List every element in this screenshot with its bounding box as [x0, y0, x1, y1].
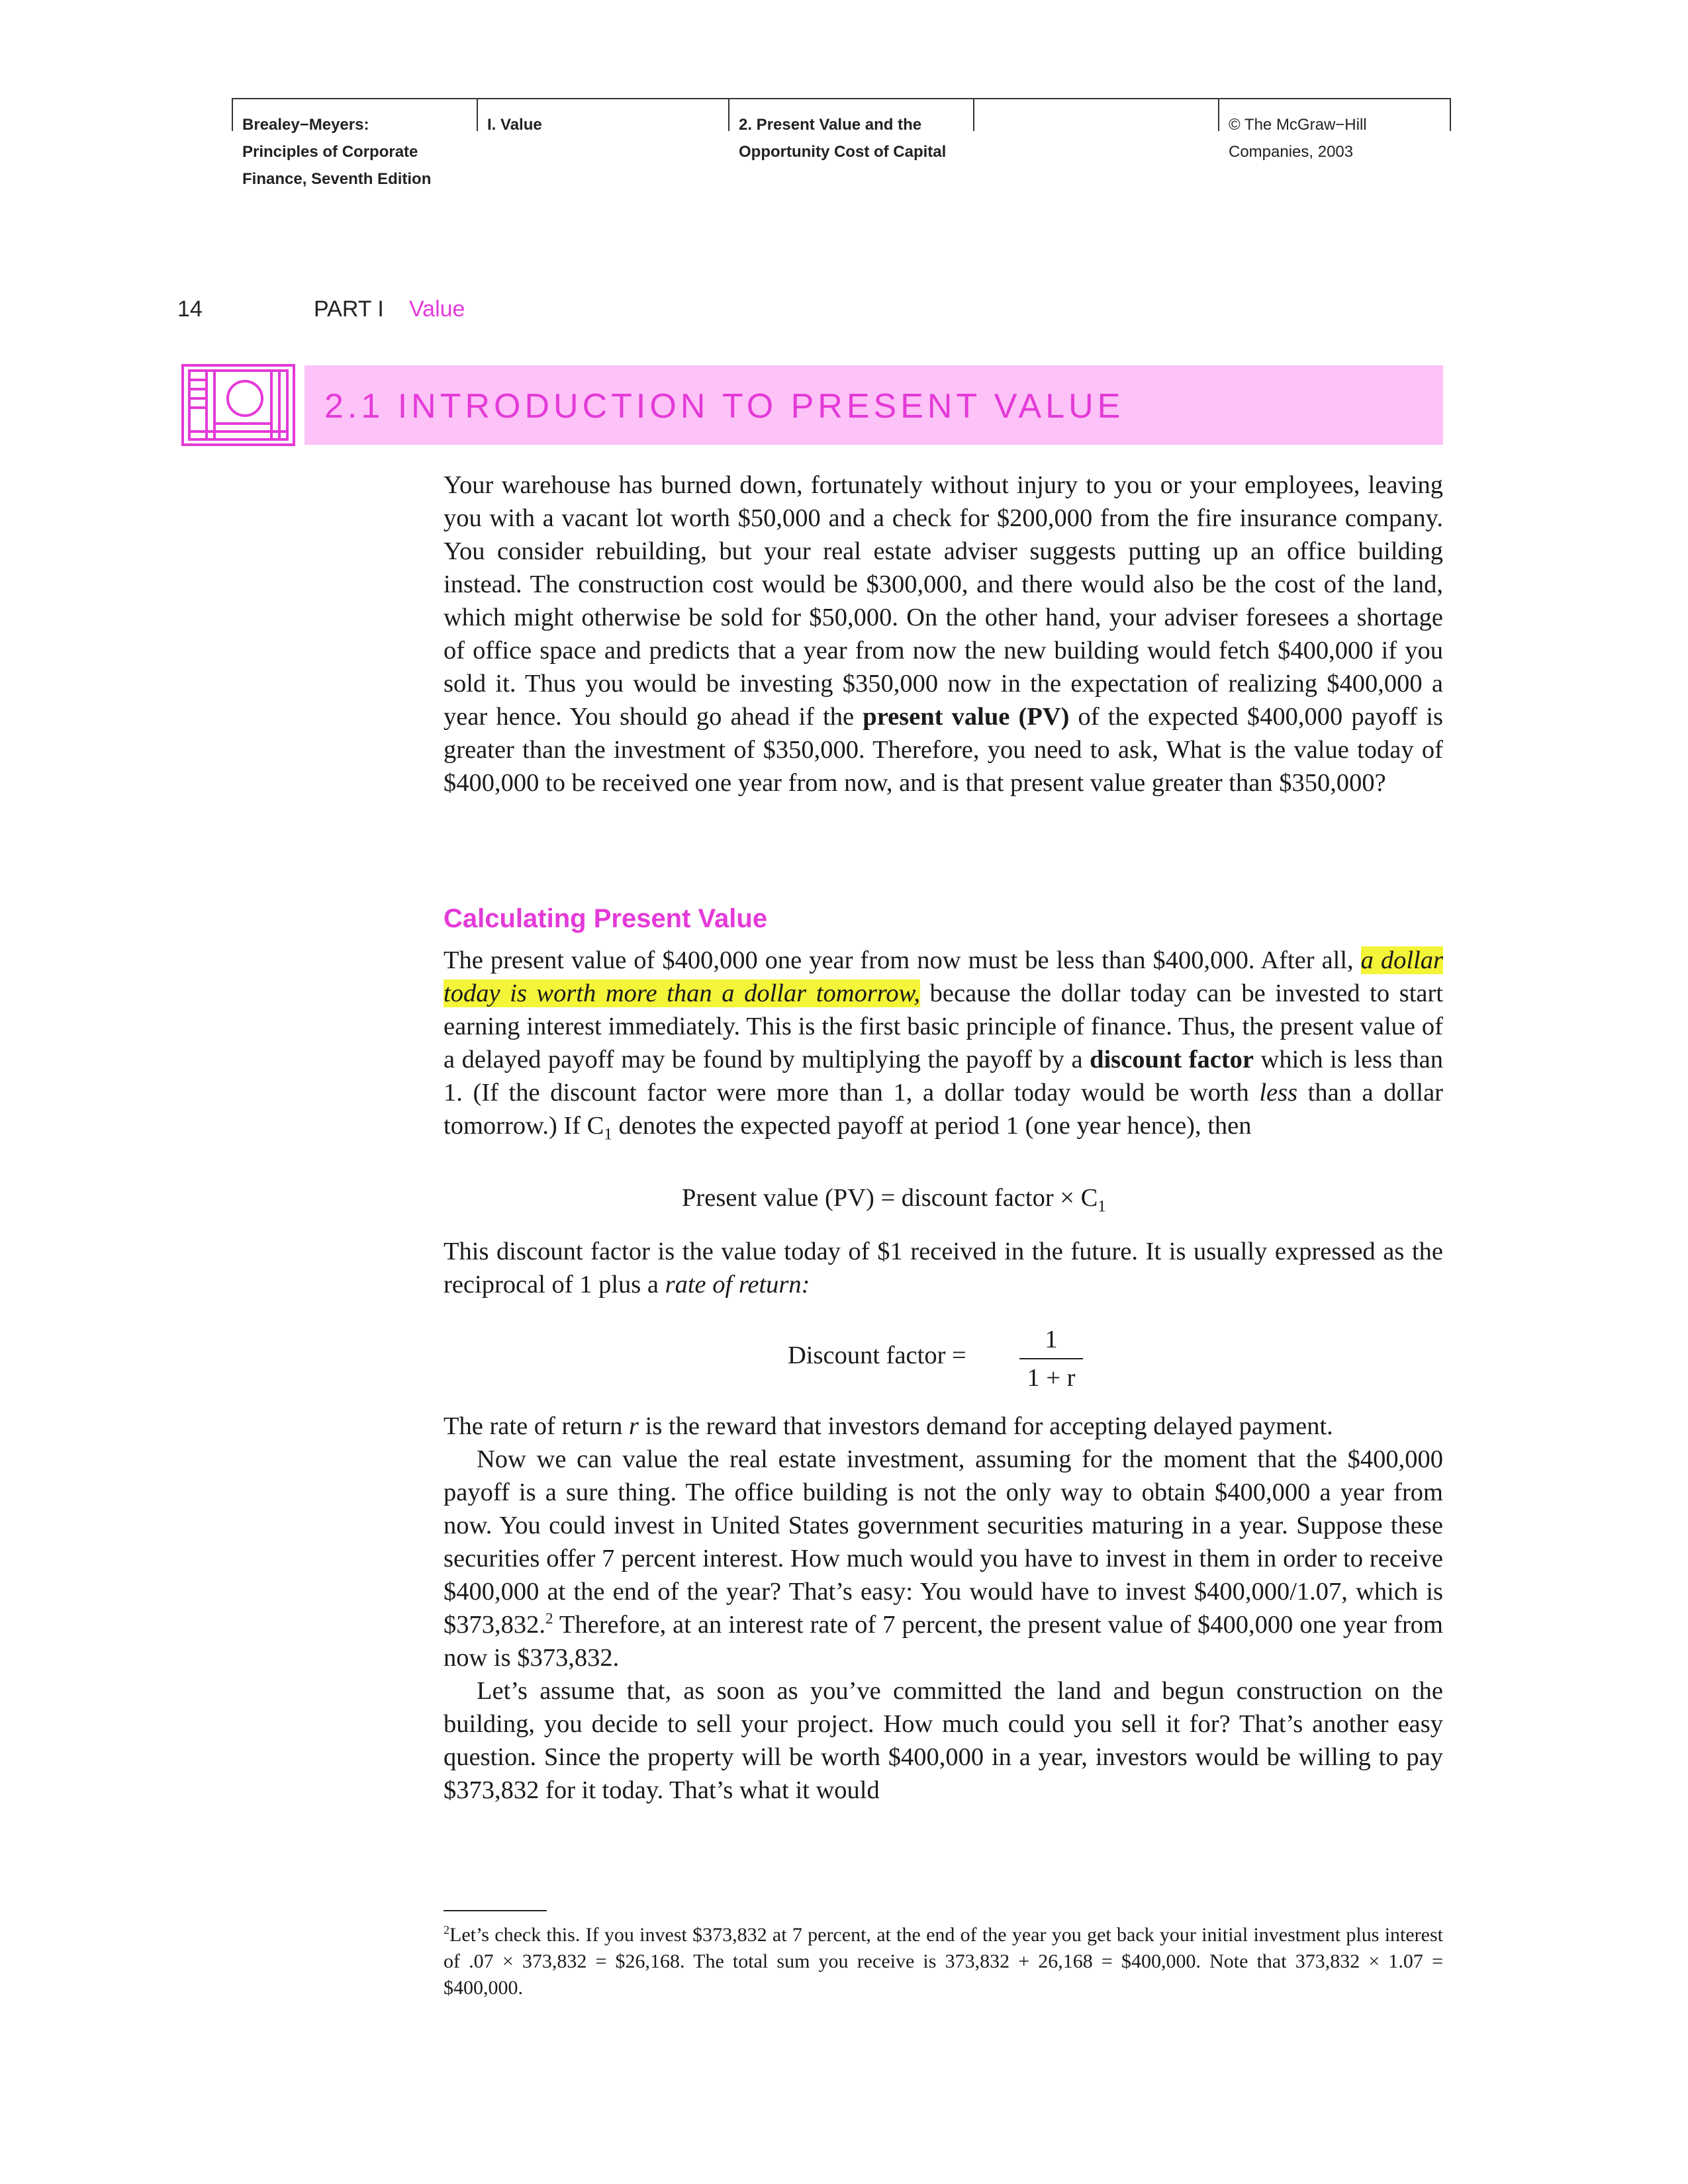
header-part-cell	[477, 98, 728, 134]
header-empty-cell	[973, 98, 1218, 131]
header-part: I. Value	[487, 116, 542, 134]
footnote-rule	[444, 1910, 547, 1911]
intro-text-1: Your warehouse has burned down, fortunately without injury to you or your employees, leaving you with a vacant lot worth $50,000 and a check for $200,000 from the fire insurance company. You consider rebuilding, but your real estate adviser suggests putting up an office building instead. The construction cost would be $300,000, and there would also be the cost of the land, which might otherwise be sold for $50,000. On the other hand, your adviser foresees a shortage of office space and predicts that a year from now the new building would fetch $400,000 if you sold it. Thus you would be investing $350,000 now in the expectation of realizing $400,000 a year hence. You should go ahead if the	[444, 471, 1443, 731]
fraction-numerator: 1	[1045, 1326, 1058, 1353]
footnote	[444, 1922, 1443, 2001]
factor-text-1: This discount factor is the value today of $1 received in the future. It is usually expressed as the reciprocal of 1 plus a	[444, 1238, 1443, 1298]
calc-text-5: denotes the expected payoff at period 1 (one year hence), then	[612, 1112, 1252, 1140]
calc-bold-term: discount factor	[1090, 1046, 1254, 1073]
header-book-line1: Brealey−Meyers:	[242, 116, 369, 134]
header-copyright-line2: Companies, 2003	[1229, 143, 1354, 161]
factor-italic: rate of return:	[665, 1271, 810, 1298]
equation-discount-label: Discount factor =	[788, 1342, 966, 1369]
header-book-cell	[232, 98, 477, 188]
equation-pv-text: Present value (PV) = discount factor × C	[682, 1184, 1098, 1212]
rate-italic: r	[629, 1412, 639, 1440]
fraction-denominator: 1 + r	[1027, 1364, 1076, 1392]
subsection-title: Calculating Present Value	[444, 904, 768, 933]
part-label: PART I	[314, 296, 384, 322]
header-chapter-line1: 2. Present Value and the	[739, 116, 922, 134]
fraction-bar	[1019, 1358, 1083, 1359]
header-chapter-line2: Opportunity Cost of Capital	[739, 143, 947, 161]
highlighted-principle: a dollar today is worth more than a dollar tomorrow,	[444, 946, 1443, 1007]
intro-bold-term: present value (PV)	[863, 703, 1070, 731]
intro-text-2: of the expected $400,000 payoff is greater than the investment of $350,000. Therefore, you need to ask, What is the value today of $400,000 to be received one year from now, and is that present value greater than $350,000?	[444, 703, 1444, 797]
calc-italic-word: less	[1259, 1079, 1298, 1107]
intro-paragraph	[444, 469, 1443, 799]
rate-paragraph	[444, 1410, 1443, 1807]
section-emblem-icon	[180, 363, 297, 447]
footnote-text: Let’s check this. If you invest $373,832 at 7 percent, at the end of the year you get back your initial investment plus interest of .07 × 373,832 = $26,168. The total sum you receive is 373,832 + 26,168 = $400,000. Note that 373,832 × 1.07 = $400,000.	[444, 1924, 1443, 1999]
equation-present-value	[682, 1183, 1106, 1216]
calc-subscript: 1	[604, 1125, 612, 1144]
calc-text-3: which is less than 1. (If the discount factor were more than 1, a dollar today would be worth	[444, 1046, 1443, 1107]
part-name: Value	[409, 296, 465, 322]
equation-discount-fraction	[1019, 1324, 1083, 1394]
footnote-marker: 2	[444, 1923, 449, 1936]
header-copyright-line1: © The McGraw−Hill	[1229, 116, 1367, 134]
realestate-text-2: Therefore, at an interest rate of 7 percent, the present value of $400,000 one year from now is $373,832.	[444, 1611, 1443, 1672]
factor-paragraph	[444, 1235, 1443, 1301]
calc-text-1: The present value of $400,000 one year from now must be less than $400,000. After all,	[444, 946, 1361, 974]
realestate-text-1: Now we can value the real estate investment, assuming for the moment that the $400,000 payoff is a sure thing. The office building is not the only way to obtain $400,000 a year from now. You could invest in United States government securities maturing in a year. Suppose these securities offer 7 percent interest. How much would you have to invest in them in order to receive $400,000 at the end of the year? That’s easy: You would have to invest $400,000/1.07, which is $373,832.	[444, 1445, 1443, 1639]
sell-text: Let’s assume that, as soon as you’ve committed the land and begun construction on the building, you decide to sell your project. How much could you sell it for? That’s another easy question. Since the property will be worth $400,000 in a year, investors would be willing to pay $373,832 for it today. That’s what it would	[444, 1677, 1443, 1804]
rate-text-2: is the reward that investors demand for accepting delayed payment.	[639, 1412, 1333, 1440]
rate-text-1: The rate of return	[444, 1412, 630, 1440]
section-title: 2.1 INTRODUCTION TO PRESENT VALUE	[324, 387, 1125, 426]
header-chapter-cell	[728, 98, 973, 161]
calc-text-4: than a dollar tomorrow.) If C	[444, 1079, 1443, 1140]
header-rule-end	[1450, 98, 1451, 131]
equation-pv-subscript: 1	[1098, 1197, 1106, 1216]
page-number: 14	[177, 296, 203, 322]
calc-text-2: because the dollar today can be invested to start earning interest immediately. This is the first basic principle of finance. Thus, the present value of a delayed payoff may be found by multiplying the payoff by a	[444, 979, 1443, 1073]
footnote-reference: 2	[545, 1610, 553, 1627]
header-copyright-cell	[1218, 98, 1450, 161]
header-book-line3: Finance, Seventh Edition	[242, 170, 432, 188]
calc-paragraph	[444, 944, 1443, 1142]
header-book-line2: Principles of Corporate	[242, 143, 418, 161]
running-header	[232, 98, 1450, 210]
